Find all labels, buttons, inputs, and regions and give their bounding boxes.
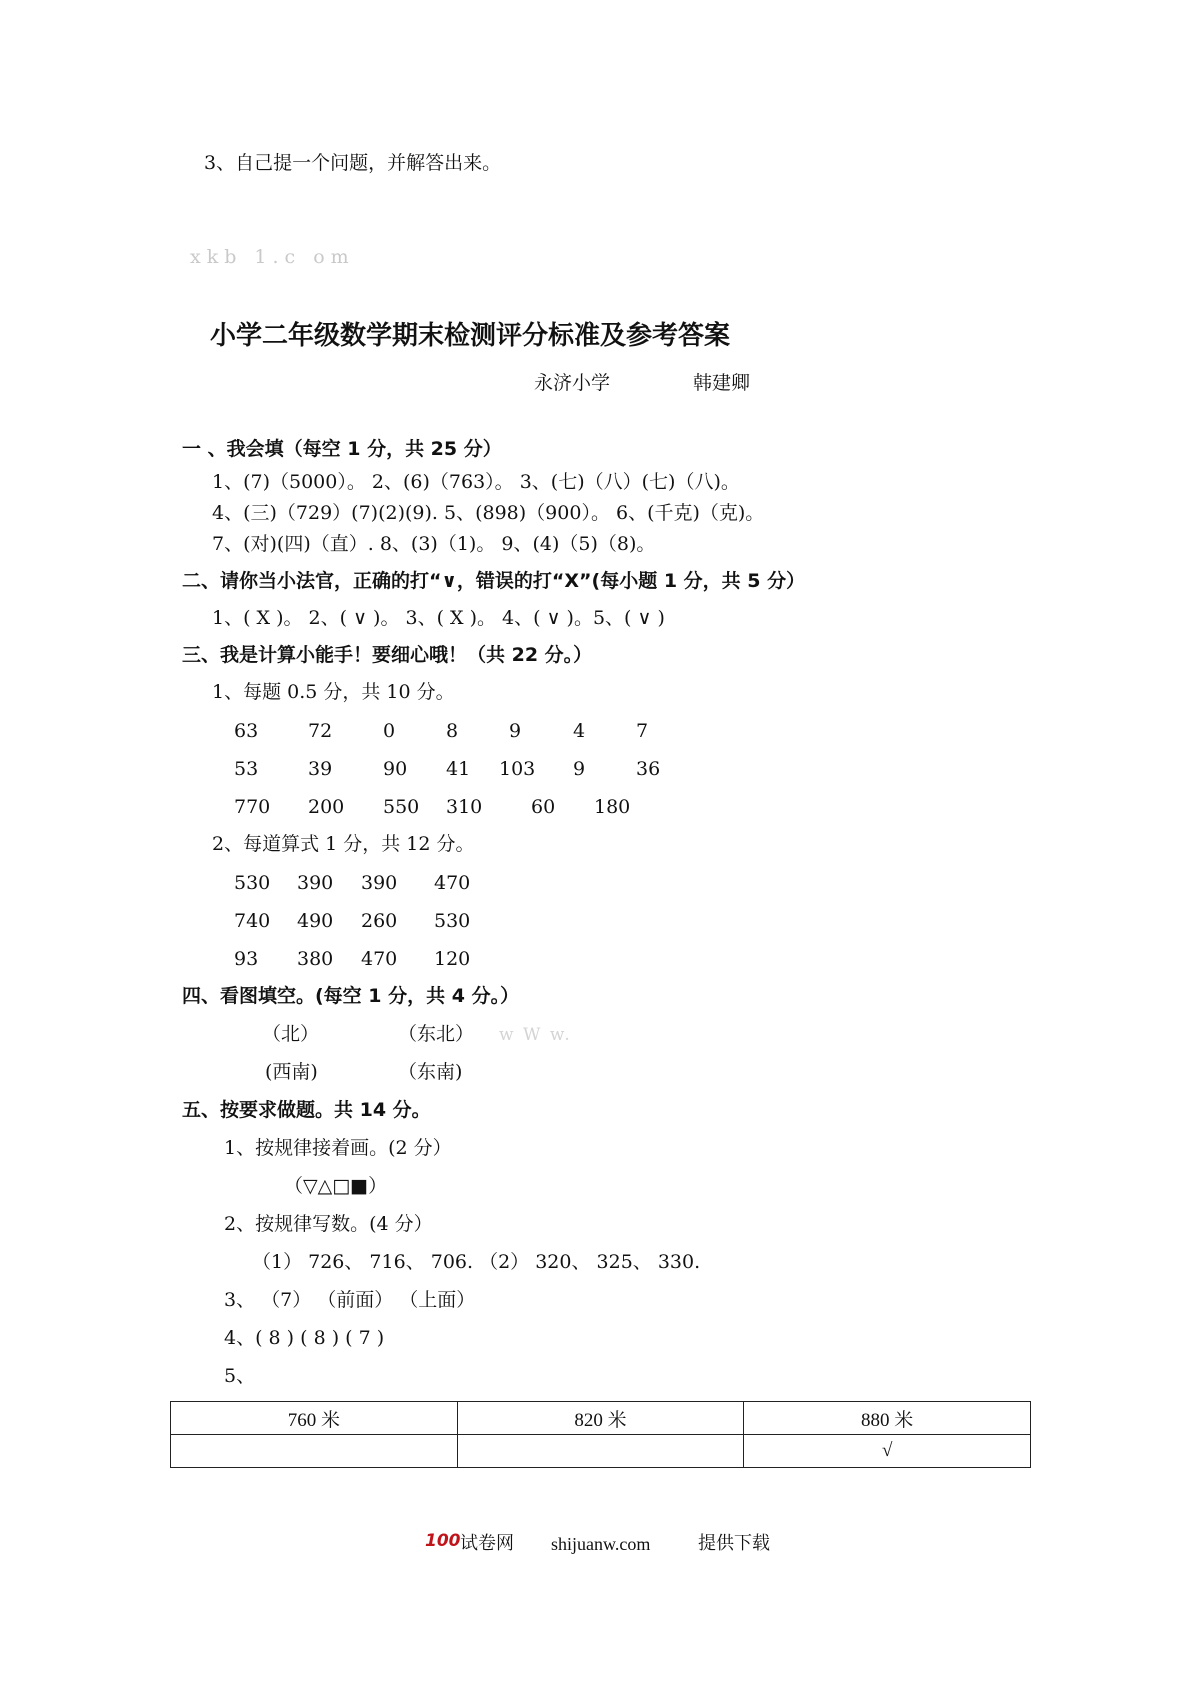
grid-cell: 7: [636, 720, 649, 742]
answer-table: [170, 1401, 1031, 1468]
section-1-line: 7、(对)(四)（直）. 8、(3)（1)。 9、(4)（5)（8)。: [212, 533, 656, 555]
grid-cell: 260: [361, 910, 398, 932]
section-3-sub2: 2、每道算式 1 分，共 12 分。: [212, 833, 475, 855]
table-header-cell: 760 米: [171, 1402, 458, 1435]
grid-cell: 310: [446, 796, 483, 818]
grid-cell: 390: [297, 872, 334, 894]
table-header-cell: 880 米: [744, 1402, 1031, 1435]
grid-cell: 770: [234, 796, 271, 818]
section-2-heading: 二、请你当小法官，正确的打“∨，错误的打“X”(每小题 1 分，共 5 分）: [182, 570, 806, 592]
grid-cell: 470: [434, 872, 471, 894]
grid-cell: 120: [434, 948, 471, 970]
grid-cell: 60: [531, 796, 556, 818]
answer-northeast: （东北）: [398, 1023, 475, 1045]
section-5-q4: 4、( 8 ) ( 8 ) ( 7 ): [224, 1327, 385, 1349]
section-5-q5: 5、: [224, 1365, 256, 1387]
grid-cell: 740: [234, 910, 271, 932]
footer-site-name: 试卷网: [460, 1533, 514, 1554]
answer-southwest: (西南): [265, 1061, 318, 1083]
grid-cell: 470: [361, 948, 398, 970]
footer-domain[interactable]: shijuanw.com: [551, 1534, 651, 1554]
grid-cell: 63: [234, 720, 259, 742]
grid-cell: 103: [499, 758, 536, 780]
section-1-line: 4、(三)（729）(7)(2)(9). 5、(898)（900）。 6、(千克)（克)。: [212, 502, 765, 524]
grid-cell: 36: [636, 758, 661, 780]
grid-cell: 9: [509, 720, 522, 742]
table-row: [171, 1435, 1031, 1468]
grid-cell: 550: [383, 796, 420, 818]
section-5-q1: 1、按规律接着画。(2 分）: [224, 1137, 452, 1159]
section-3-heading: 三、我是计算小能手！要细心哦！（共 22 分。）: [182, 644, 593, 666]
grid-cell: 4: [573, 720, 586, 742]
section-1-heading: 一 、我会填（每空 1 分，共 25 分）: [182, 438, 502, 460]
page-title: 小学二年级数学期末检测评分标准及参考答案: [210, 321, 731, 351]
section-3-sub1: 1、每题 0.5 分，共 10 分。: [212, 681, 455, 703]
grid-cell: 53: [234, 758, 259, 780]
footer: [425, 1531, 825, 1557]
grid-cell: 90: [383, 758, 408, 780]
grid-cell: 72: [308, 720, 333, 742]
section-5-q2-answer: （1） 726、 716、 706. （2） 320、 325、 330.: [252, 1251, 701, 1273]
grid-cell: 490: [297, 910, 334, 932]
school-name: 永济小学: [534, 372, 611, 394]
grid-cell: 200: [308, 796, 345, 818]
section-5-q1-answer: （▽△□■）: [284, 1175, 388, 1197]
grid-cell: 390: [361, 872, 398, 894]
section-4-heading: 四、看图填空。(每空 1 分，共 4 分。）: [182, 985, 520, 1007]
section-1-line: 1、(7)（5000）。 2、(6)（763）。 3、(七)（八）(七)（八)。: [212, 471, 740, 493]
grid-cell: 9: [573, 758, 586, 780]
footer-note: 提供下载: [698, 1533, 770, 1554]
grid-cell: 530: [234, 872, 271, 894]
grid-cell: 380: [297, 948, 334, 970]
grid-cell: 530: [434, 910, 471, 932]
table-header-cell: 820 米: [457, 1402, 744, 1435]
site-logo-icon: 100: [425, 1531, 461, 1551]
section-5-q2: 2、按规律写数。(4 分）: [224, 1213, 433, 1235]
grid-cell: 93: [234, 948, 259, 970]
section-2-answers: 1、( X )。 2、( ∨ )。 3、( X )。 4、( ∨ )。5、( ∨ ): [212, 607, 665, 629]
section-5-heading: 五、按要求做题。共 14 分。: [182, 1099, 431, 1121]
watermark-text: w W w.: [499, 1025, 572, 1045]
grid-cell: 41: [446, 758, 471, 780]
table-cell: [457, 1435, 744, 1468]
grid-cell: 180: [594, 796, 631, 818]
grid-cell: 8: [446, 720, 459, 742]
answer-southeast: （东南): [398, 1061, 463, 1083]
section-5-q3: 3、 （7） （前面） （上面）: [224, 1289, 476, 1311]
author-name: 韩建卿: [693, 372, 751, 394]
grid-cell: 39: [308, 758, 333, 780]
table-cell: √: [744, 1435, 1031, 1468]
grid-cell: 0: [383, 720, 396, 742]
table-cell: [171, 1435, 458, 1468]
answer-north: （北）: [262, 1023, 320, 1045]
watermark-text: xkb 1.c om: [190, 246, 355, 268]
table-header-row: [171, 1402, 1031, 1435]
previous-question: 3、自己提一个问题，并解答出来。: [204, 152, 502, 174]
